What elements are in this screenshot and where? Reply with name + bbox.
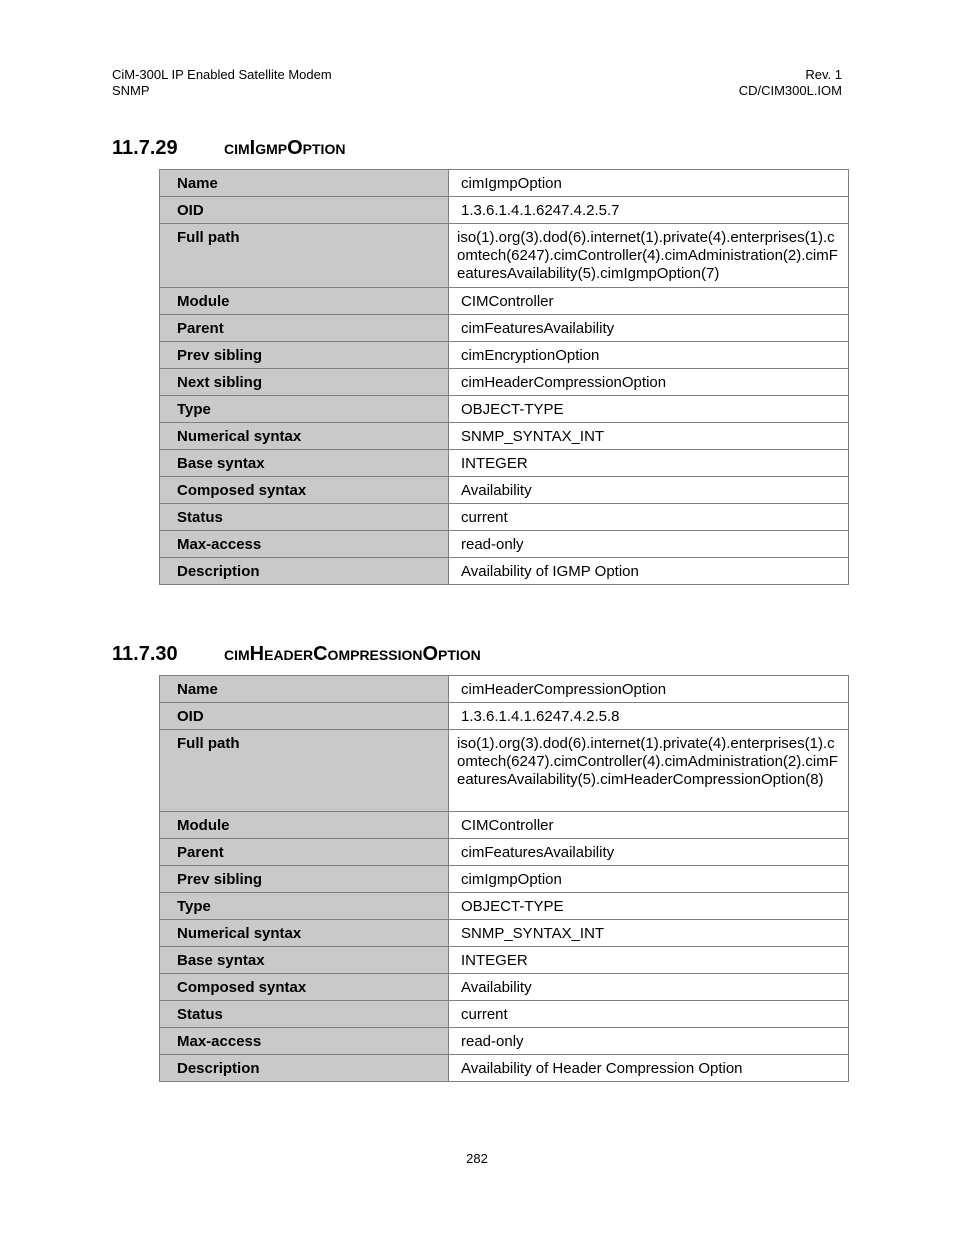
row-key: OID xyxy=(160,197,449,224)
row-key: Description xyxy=(160,1055,449,1082)
row-key: Base syntax xyxy=(160,450,449,477)
table-row xyxy=(160,1055,849,1082)
chapter-name: SNMP xyxy=(112,83,150,98)
row-value: current xyxy=(449,504,849,531)
row-value: iso(1).org(3).dod(6).internet(1).private(4).enterprises(1).comtech(6247).cimController(4).cimAdministration(2).cimFeaturesAvailability(5).cimIgmpOption(7) xyxy=(449,224,849,288)
row-value: cimEncryptionOption xyxy=(449,342,849,369)
table-row xyxy=(160,197,849,224)
table-row xyxy=(160,396,849,423)
row-value: read-only xyxy=(449,531,849,558)
row-key: Numerical syntax xyxy=(160,920,449,947)
table-row xyxy=(160,947,849,974)
table-row xyxy=(160,477,849,504)
document-header-right xyxy=(739,67,842,99)
row-key: Prev sibling xyxy=(160,866,449,893)
row-key: Composed syntax xyxy=(160,974,449,1001)
row-value: SNMP_SYNTAX_INT xyxy=(449,423,849,450)
row-key: Type xyxy=(160,893,449,920)
row-key: Parent xyxy=(160,839,449,866)
row-value: cimFeaturesAvailability xyxy=(449,315,849,342)
page-number: 282 xyxy=(466,1151,488,1166)
row-key: Module xyxy=(160,812,449,839)
table-row xyxy=(160,812,849,839)
table-row xyxy=(160,730,849,812)
table-row xyxy=(160,170,849,197)
table-row xyxy=(160,504,849,531)
table-row xyxy=(160,703,849,730)
table-row xyxy=(160,866,849,893)
section-heading-1 xyxy=(112,137,345,160)
spec-table-1 xyxy=(159,169,849,585)
document-header-left xyxy=(112,67,332,99)
table-row xyxy=(160,974,849,1001)
row-value: cimHeaderCompressionOption xyxy=(449,676,849,703)
row-key: Composed syntax xyxy=(160,477,449,504)
revision: Rev. 1 xyxy=(805,67,842,82)
row-value: Availability xyxy=(449,477,849,504)
row-key: Max-access xyxy=(160,531,449,558)
row-value: SNMP_SYNTAX_INT xyxy=(449,920,849,947)
table-row xyxy=(160,839,849,866)
row-value: Availability of Header Compression Option xyxy=(449,1055,849,1082)
table-row xyxy=(160,1001,849,1028)
row-key: Name xyxy=(160,170,449,197)
section-title: cimIgmpOption xyxy=(224,137,346,159)
row-value: 1.3.6.1.4.1.6247.4.2.5.7 xyxy=(449,197,849,224)
row-value: INTEGER xyxy=(449,947,849,974)
row-value: cimIgmpOption xyxy=(449,170,849,197)
row-key: Prev sibling xyxy=(160,342,449,369)
row-value: cimHeaderCompressionOption xyxy=(449,369,849,396)
row-value: cimIgmpOption xyxy=(449,866,849,893)
table-row xyxy=(160,342,849,369)
row-value: INTEGER xyxy=(449,450,849,477)
table-row xyxy=(160,315,849,342)
row-key: Max-access xyxy=(160,1028,449,1055)
row-value: OBJECT-TYPE xyxy=(449,396,849,423)
table-row xyxy=(160,1028,849,1055)
table-row xyxy=(160,423,849,450)
row-value: current xyxy=(449,1001,849,1028)
table-row xyxy=(160,893,849,920)
row-value: CIMController xyxy=(449,812,849,839)
table-row xyxy=(160,531,849,558)
row-key: Numerical syntax xyxy=(160,423,449,450)
table-row xyxy=(160,676,849,703)
row-key: Name xyxy=(160,676,449,703)
row-value: Availability of IGMP Option xyxy=(449,558,849,585)
table-row xyxy=(160,369,849,396)
product-name: CiM-300L IP Enabled Satellite Modem xyxy=(112,67,332,82)
row-key: OID xyxy=(160,703,449,730)
table-row xyxy=(160,558,849,585)
table-row xyxy=(160,450,849,477)
row-value: read-only xyxy=(449,1028,849,1055)
document-code: CD/CIM300L.IOM xyxy=(738,83,842,98)
spec-table-2 xyxy=(159,675,849,1082)
section-number: 11.7.30 xyxy=(112,643,178,665)
row-key: Module xyxy=(160,288,449,315)
row-key: Description xyxy=(160,558,449,585)
row-value: cimFeaturesAvailability xyxy=(449,839,849,866)
section-number: 11.7.29 xyxy=(112,137,178,159)
row-key: Base syntax xyxy=(160,947,449,974)
row-key: Status xyxy=(160,504,449,531)
section-heading-2 xyxy=(112,643,481,666)
row-key: Full path xyxy=(160,730,449,812)
row-key: Next sibling xyxy=(160,369,449,396)
row-value: CIMController xyxy=(449,288,849,315)
row-key: Status xyxy=(160,1001,449,1028)
row-value: Availability xyxy=(449,974,849,1001)
row-value: 1.3.6.1.4.1.6247.4.2.5.8 xyxy=(449,703,849,730)
row-key: Full path xyxy=(160,224,449,288)
table-row xyxy=(160,224,849,288)
row-value: OBJECT-TYPE xyxy=(449,893,849,920)
row-key: Parent xyxy=(160,315,449,342)
section-title: cimHeaderCompressionOption xyxy=(224,643,481,665)
row-value: iso(1).org(3).dod(6).internet(1).private(4).enterprises(1).comtech(6247).cimController(4).cimAdministration(2).cimFeaturesAvailability(5).cimHeaderCompressionOption(8) xyxy=(449,730,849,812)
row-key: Type xyxy=(160,396,449,423)
table-row xyxy=(160,288,849,315)
table-row xyxy=(160,920,849,947)
